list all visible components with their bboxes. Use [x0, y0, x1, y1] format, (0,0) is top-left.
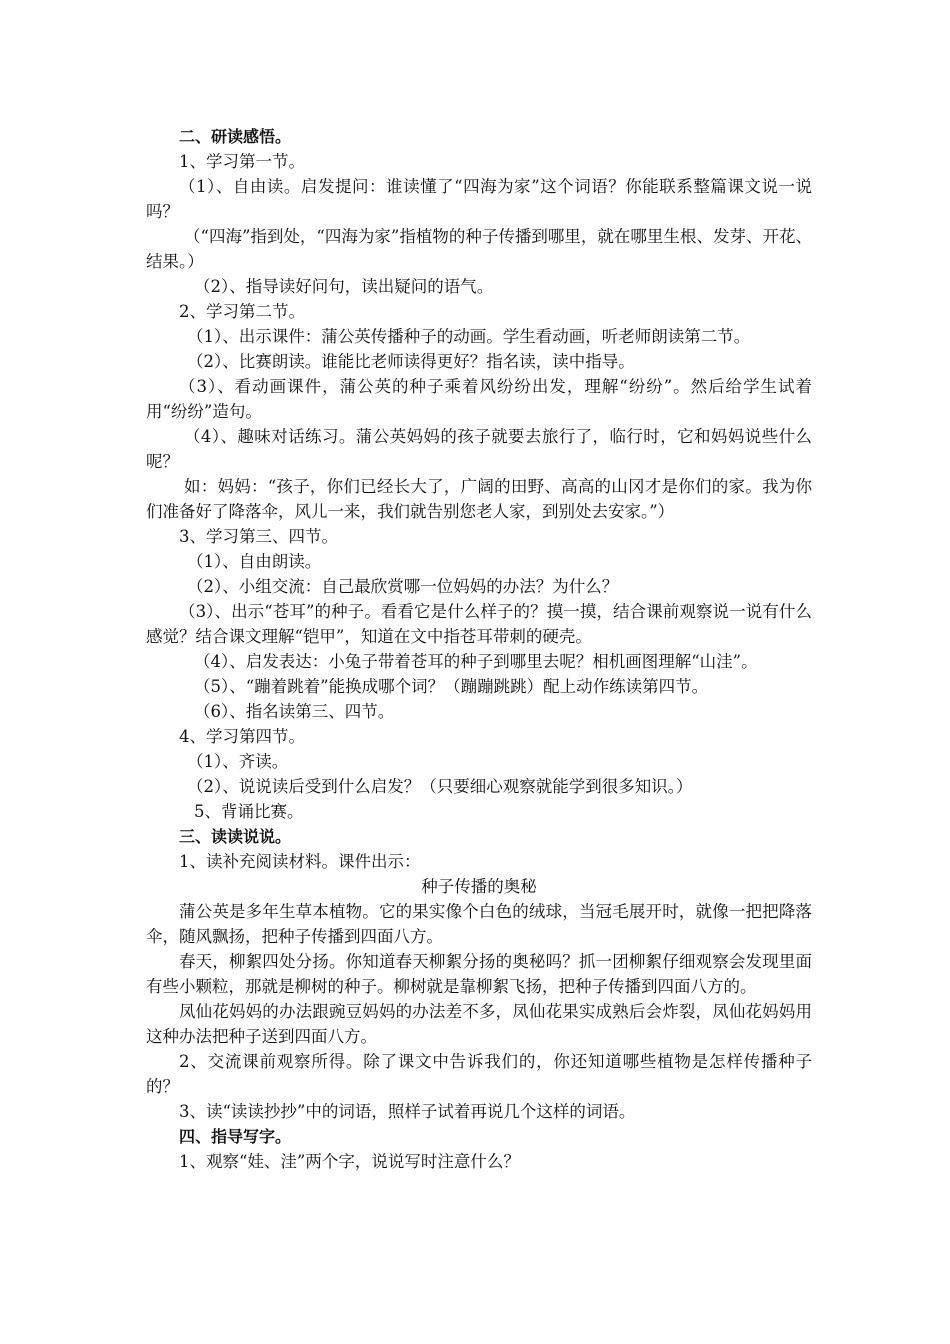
paragraph: 4、学习第四节。 [179, 727, 305, 746]
section-heading-4: 四、指导写字。 [179, 1127, 292, 1146]
paragraph: （2）、说说读后受到什么启发？（只要细心观察就能学到很多知识。） [187, 777, 693, 796]
section-heading-2: 二、研读感悟。 [179, 127, 292, 146]
paragraph: （1）、齐读。 [187, 752, 289, 771]
paragraph: 5、背诵比赛。 [194, 802, 304, 821]
paragraph: （“四海”指到处，“四海为家”指植物的种子传播到哪里，就在哪里生根、发芽、开花、结果。） [146, 227, 812, 271]
paragraph: （2）、比赛朗读。谁能比老师读得更好？指名读，读中指导。 [187, 352, 635, 371]
paragraph: （3）、出示“苍耳”的种子。看看它是什么样子的？摸一摸，结合课前观察说一说有什么感觉？结合课文理解“铠甲”，知道在文中指苍耳带刺的硬壳。 [146, 602, 812, 646]
paragraph: 凤仙花妈妈的办法跟豌豆妈妈的办法差不多，凤仙花果实成熟后会炸裂，凤仙花妈妈用这种办法把种子送到四面八方。 [146, 1002, 812, 1046]
paragraph: （3）、看动画课件，蒲公英的种子乘着风纷纷出发，理解“纷纷”。然后给学生试着用“纷纷”造句。 [146, 377, 812, 421]
paragraph: （1）、自由读。启发提问：谁读懂了“四海为家”这个词语？你能联系整篇课文说一说吗？ [146, 177, 812, 221]
paragraph: 2、交流课前观察所得。除了课文中告诉我们的，你还知道哪些植物是怎样传播种子的？ [146, 1052, 812, 1096]
paragraph: 春天，柳絮四处分扬。你知道春天柳絮分扬的奥秘吗？抓一团柳絮仔细观察会发现里面有些小颗粒，那就是柳树的种子。柳树就是靠柳絮飞扬，把种子传播到四面八方的。 [146, 952, 812, 996]
paragraph: （1）、出示课件：蒲公英传播种子的动画。学生看动画，听老师朗读第二节。 [187, 327, 751, 346]
paragraph: （4）、趣味对话练习。蒲公英妈妈的孩子就要去旅行了，临行时，它和妈妈说些什么呢？ [146, 427, 812, 471]
paragraph: （1）、自由朗读。 [187, 552, 322, 571]
paragraph: 蒲公英是多年生草本植物。它的果实像个白色的绒球，当冠毛展开时，就像一把把降落伞，随风飘扬，把种子传播到四面八方。 [146, 902, 812, 946]
reading-title: 种子传播的奥秘 [421, 877, 537, 896]
paragraph: （6）、指名读第三、四节。 [194, 702, 395, 721]
paragraph: 3、读“读读抄抄”中的词语，照样子试着再说几个这样的词语。 [179, 1102, 636, 1121]
section-heading-3: 三、读读说说。 [179, 827, 292, 846]
document-body [146, 124, 812, 1174]
paragraph: 1、读补充阅读材料。课件出示： [179, 852, 421, 871]
paragraph: （2）、小组交流：自己最欣赏哪一位妈妈的办法？为什么？ [187, 577, 619, 596]
paragraph: 2、学习第二节。 [179, 302, 305, 321]
paragraph: （2）、指导读好问句，读出疑问的语气。 [194, 277, 494, 296]
paragraph: 1、学习第一节。 [179, 152, 305, 171]
paragraph: （4）、启发表达：小兔子带着苍耳的种子到哪里去呢？相机画图理解“山洼”。 [194, 652, 758, 671]
paragraph: 3、学习第三、四节。 [179, 527, 338, 546]
paragraph: 1、观察“娃、洼”两个字，说说写时注意什么？ [179, 1152, 520, 1171]
paragraph: （5）、“蹦着跳着”能换成哪个词？（蹦蹦跳跳）配上动作练读第四节。 [194, 677, 709, 696]
paragraph: 如：妈妈：“孩子，你们已经长大了，广阔的田野、高高的山冈才是你们的家。我为你们准备好了降落伞，风儿一来，我们就告别您老人家，到别处去安家。”） [146, 477, 812, 521]
